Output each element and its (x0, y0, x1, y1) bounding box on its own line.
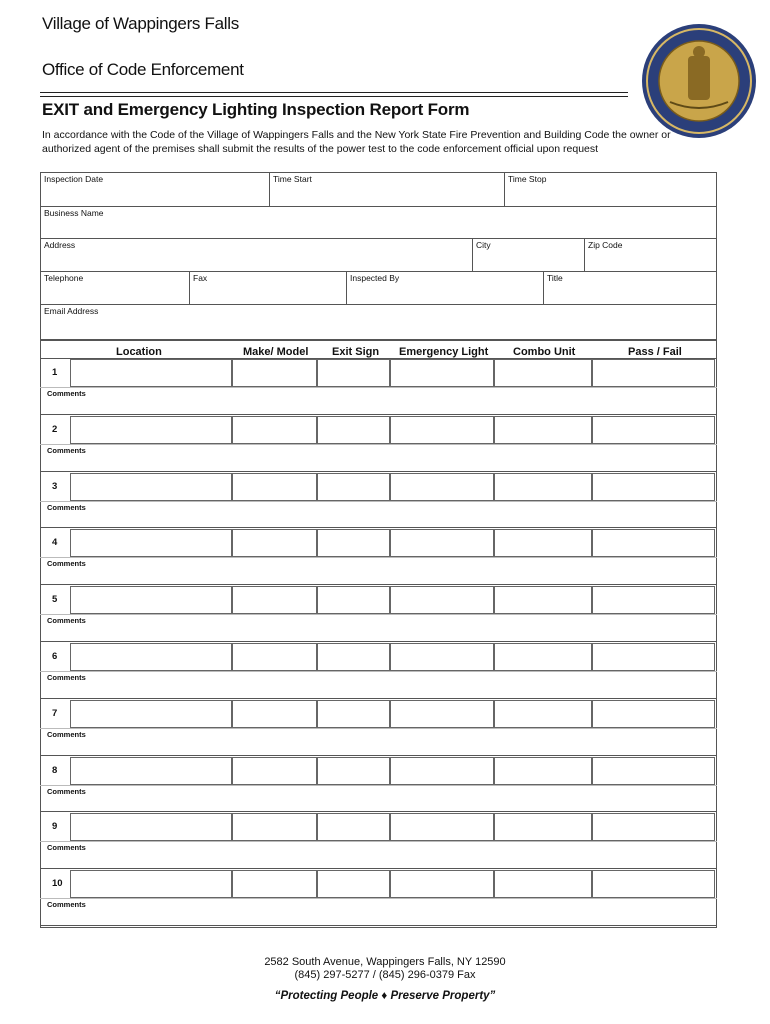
table-cell-input[interactable] (592, 870, 715, 898)
table-cell-input[interactable] (390, 757, 494, 785)
inspected-by-field[interactable]: Inspected By (350, 273, 400, 283)
comments-label: Comments (47, 673, 86, 682)
comments-label: Comments (47, 445, 86, 455)
comments-field[interactable] (40, 728, 717, 756)
fax-field[interactable]: Fax (193, 273, 208, 283)
table-cell-input[interactable] (494, 359, 592, 387)
row-number: 10 (52, 878, 63, 890)
business-name-field[interactable]: Business Name (44, 208, 104, 218)
table-cell-input[interactable] (232, 416, 317, 444)
footer-address-line: 2582 South Avenue, Wappingers Falls, NY 12590 (264, 956, 506, 968)
office-name: Office of Code Enforcement (42, 60, 244, 79)
comments-field[interactable] (40, 671, 717, 699)
table-cell-input[interactable] (494, 813, 592, 841)
row-number: 1 (52, 367, 58, 378)
header-emergency-light: Emergency Light (399, 346, 489, 358)
table-cell-input[interactable] (70, 813, 232, 841)
comments-field[interactable] (40, 501, 717, 529)
table-cell-input[interactable] (494, 643, 592, 671)
row-number: 3 (52, 480, 58, 492)
table-cell-input[interactable] (70, 416, 232, 444)
table-cell-input[interactable] (390, 700, 494, 728)
comments-label: Comments (47, 389, 86, 398)
header-pass-fail: Pass / Fail (628, 346, 682, 358)
table-cell-input[interactable] (232, 473, 317, 501)
comments-field[interactable] (40, 614, 717, 642)
footer-phone-line: (845) 297-5277 / (845) 296-0379 Fax (294, 969, 476, 981)
row-number: 5 (52, 594, 58, 606)
village-seal-icon (640, 22, 758, 140)
table-cell-input[interactable] (70, 473, 232, 501)
table-cell-input[interactable] (592, 529, 715, 557)
header-combo-unit: Combo Unit (513, 346, 576, 358)
table-cell-input[interactable] (70, 643, 232, 671)
table-cell-input[interactable] (494, 529, 592, 557)
table-cell-input[interactable] (317, 700, 390, 728)
table-cell-input[interactable] (494, 586, 592, 614)
table-cell-input[interactable] (317, 359, 390, 387)
table-cell-input[interactable] (390, 359, 494, 387)
footer-slogan: “Protecting People ♦ Preserve Property” (274, 990, 496, 1002)
table-cell-input[interactable] (232, 757, 317, 785)
table-cell-input[interactable] (317, 870, 390, 898)
city-field[interactable]: City (476, 240, 491, 250)
table-cell-input[interactable] (592, 586, 715, 614)
table-cell-input[interactable] (70, 700, 232, 728)
time-start-field[interactable]: Time Start (273, 174, 312, 184)
comments-field[interactable] (40, 841, 717, 869)
email-field[interactable]: Email Address (44, 306, 99, 316)
table-cell-input[interactable] (390, 416, 494, 444)
table-cell-input[interactable] (232, 813, 317, 841)
comments-label: Comments (47, 786, 86, 796)
table-cell-input[interactable] (390, 870, 494, 898)
table-cell-input[interactable] (592, 757, 715, 785)
table-cell-input[interactable] (390, 643, 494, 671)
comments-field[interactable] (40, 898, 717, 926)
table-cell-input[interactable] (317, 643, 390, 671)
table-cell-input[interactable] (70, 359, 232, 387)
table-cell-input[interactable] (592, 359, 715, 387)
table-cell-input[interactable] (494, 870, 592, 898)
table-cell-input[interactable] (390, 586, 494, 614)
row-number: 6 (52, 651, 58, 662)
table-cell-input[interactable] (494, 700, 592, 728)
village-name: Village of Wappingers Falls (42, 14, 239, 33)
comments-label: Comments (47, 729, 86, 739)
footer-address (0, 956, 770, 982)
row-number: 4 (52, 537, 58, 549)
comments-field[interactable] (40, 387, 717, 415)
table-cell-input[interactable] (317, 416, 390, 444)
row-number: 9 (52, 821, 58, 833)
table-cell-input[interactable] (592, 813, 715, 841)
table-cell-input[interactable] (232, 700, 317, 728)
inspection-date-field[interactable]: Inspection Date (44, 174, 104, 184)
table-cell-input[interactable] (390, 473, 494, 501)
table-cell-input[interactable] (317, 473, 390, 501)
table-cell-input[interactable] (494, 416, 592, 444)
header-location: Location (116, 346, 162, 358)
table-cell-input[interactable] (592, 473, 715, 501)
comments-label: Comments (47, 616, 86, 626)
zip-code-field[interactable]: Zip Code (588, 240, 623, 250)
comments-label: Comments (47, 559, 86, 569)
comments-label: Comments (47, 900, 86, 910)
table-cell-input[interactable] (70, 529, 232, 557)
table-cell-input[interactable] (592, 416, 715, 444)
comments-field[interactable] (40, 557, 717, 585)
comments-field[interactable] (40, 785, 717, 813)
form-title: EXIT and Emergency Lighting Inspection Report Form (42, 100, 470, 119)
table-cell-input[interactable] (317, 529, 390, 557)
title-field[interactable]: Title (547, 273, 563, 283)
table-cell-input[interactable] (232, 586, 317, 614)
row-number: 7 (52, 707, 58, 719)
table-cell-input[interactable] (70, 586, 232, 614)
address-field[interactable]: Address (44, 240, 76, 250)
table-cell-input[interactable] (232, 643, 317, 671)
table-cell-input[interactable] (317, 813, 390, 841)
table-cell-input[interactable] (592, 700, 715, 728)
comments-label: Comments (47, 843, 86, 853)
table-cell-input[interactable] (70, 757, 232, 785)
table-cell-input[interactable] (494, 757, 592, 785)
table-cell-input[interactable] (232, 359, 317, 387)
table-cell-input[interactable] (232, 870, 317, 898)
telephone-field[interactable]: Telephone (44, 273, 84, 283)
header-rule (40, 92, 628, 93)
row-number: 2 (52, 423, 58, 435)
comments-field[interactable] (40, 444, 717, 472)
table-cell-input[interactable] (317, 757, 390, 785)
table-cell-input[interactable] (390, 813, 494, 841)
table-cell-input[interactable] (70, 870, 232, 898)
row-number: 8 (52, 764, 58, 776)
table-cell-input[interactable] (494, 473, 592, 501)
table-cell-input[interactable] (232, 529, 317, 557)
intro-text: In accordance with the Code of the Village of Wappingers Falls and the New York State Fire Prevention and Building Code the owner or authorized agent of the premises shall submit the results of the power test to the code enforcement official upon request (42, 129, 671, 155)
table-cell-input[interactable] (317, 586, 390, 614)
comments-label: Comments (47, 502, 86, 512)
time-stop-field[interactable]: Time Stop (508, 174, 547, 184)
header-exit-sign: Exit Sign (332, 346, 380, 358)
table-cell-input[interactable] (592, 643, 715, 671)
header-rule-2 (40, 96, 628, 97)
header-make-model: Make/ Model (243, 346, 309, 358)
table-cell-input[interactable] (390, 529, 494, 557)
